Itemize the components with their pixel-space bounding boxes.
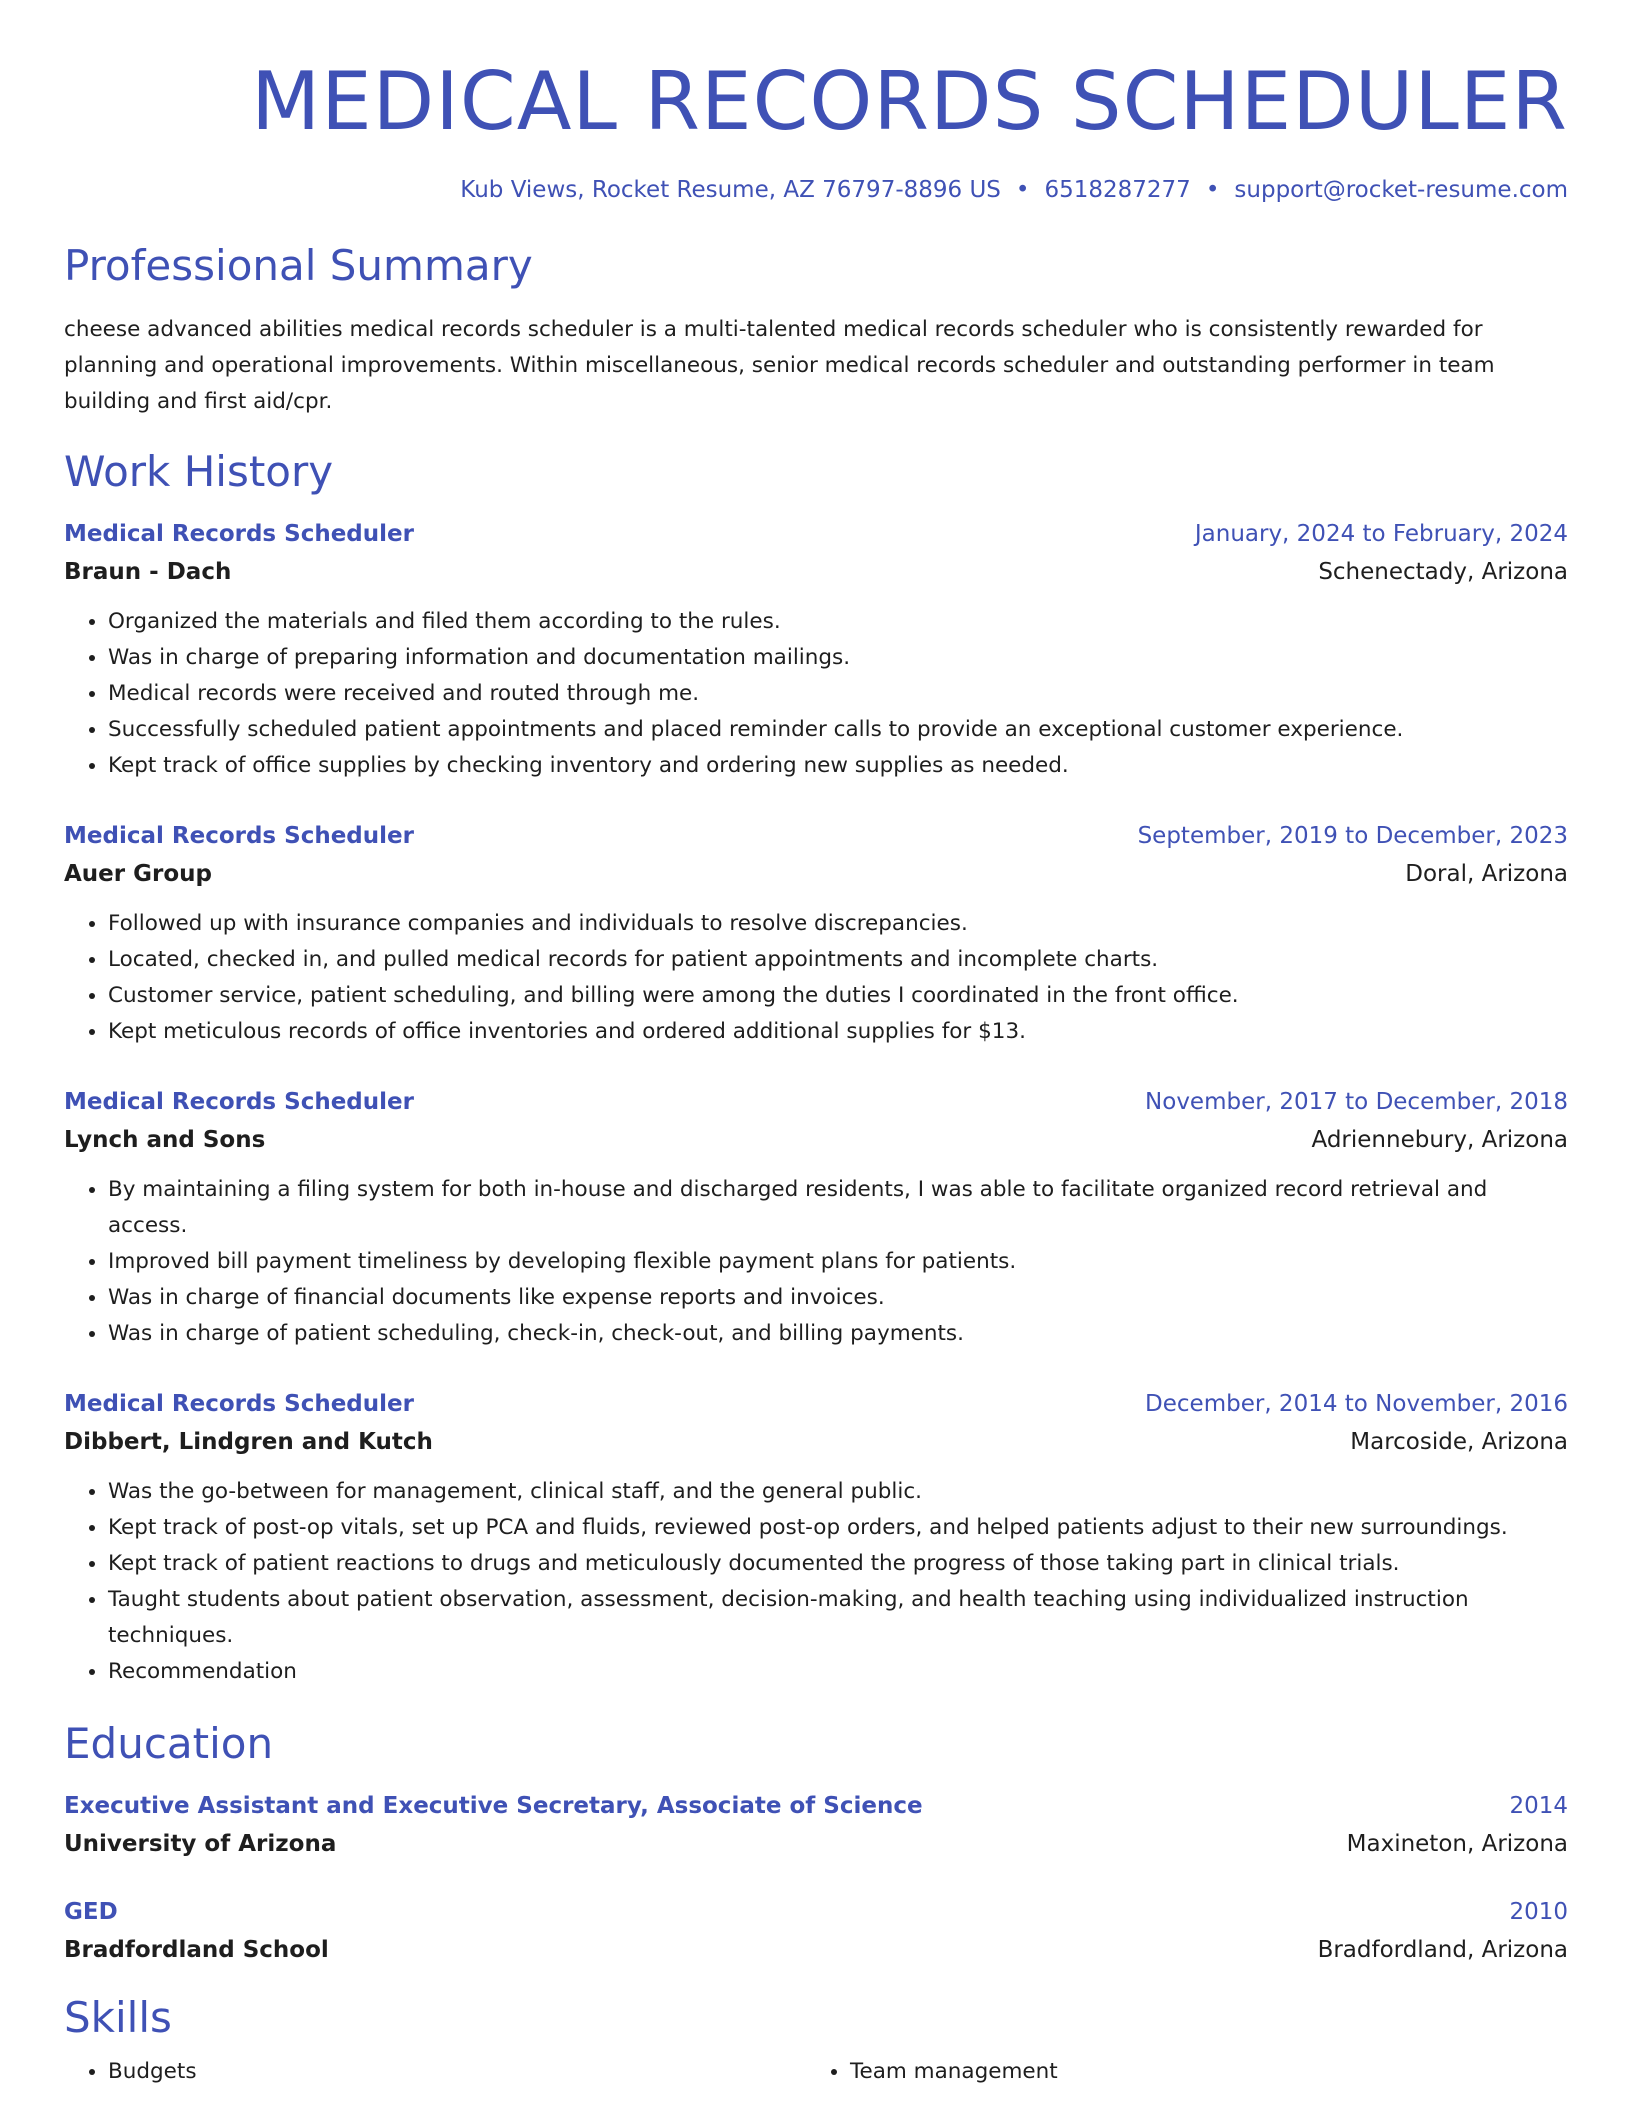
job-company-row xyxy=(64,854,1568,894)
contact-address: Kub Views, Rocket Resume, AZ 76797-8896 US xyxy=(460,177,1001,203)
job-role: Medical Records Scheduler xyxy=(64,1391,414,1417)
job-title-row xyxy=(64,1386,1568,1422)
summary-text: cheese advanced abilities medical records scheduler is a multi-talented medical records scheduler who is consistently rewarded for planning and operational improvements. Within miscellaneous, senior medical records scheduler and outstanding performer in team building and first aid/cpr. xyxy=(64,317,1495,414)
job-company: Auer Group xyxy=(64,861,212,887)
contact-email[interactable]: support@rocket-resume.com xyxy=(1234,177,1568,203)
job-bullet: • Kept track of patient reactions to drugs and meticulously documented the progress of those taking part in clinical trials. xyxy=(108,1546,1568,1582)
job-bullets xyxy=(64,1474,1568,1690)
skills-column-left xyxy=(64,2054,806,2090)
job-company-row xyxy=(64,1422,1568,1462)
job-bullet: • Was the go-between for management, clinical staff, and the general public. xyxy=(108,1474,1568,1510)
skills-column-right xyxy=(806,2054,1548,2090)
work-history-heading: Work History xyxy=(64,447,334,496)
job-entry xyxy=(64,818,1568,1050)
education-school-row xyxy=(64,1930,1568,1970)
education-location: Maxineton, Arizona xyxy=(1346,1831,1568,1857)
education-entry xyxy=(64,1894,1568,1970)
job-bullets xyxy=(64,1172,1568,1352)
job-company: Lynch and Sons xyxy=(64,1127,266,1153)
job-bullet: • Improved bill payment timeliness by developing flexible payment plans for patients. xyxy=(108,1244,1568,1280)
job-company: Braun - Dach xyxy=(64,559,232,585)
job-bullet: • Recommendation xyxy=(108,1654,1568,1690)
job-company-row xyxy=(64,552,1568,592)
education-degree-row xyxy=(64,1788,1568,1824)
job-location: Adriennebury, Arizona xyxy=(1311,1127,1568,1153)
job-dates: January, 2024 to February, 2024 xyxy=(1194,521,1568,547)
education-degree-row xyxy=(64,1894,1568,1930)
job-location: Marcoside, Arizona xyxy=(1350,1429,1568,1455)
job-dates: December, 2014 to November, 2016 xyxy=(1145,1391,1568,1417)
job-bullet: • Medical records were received and routed through me. xyxy=(108,676,1568,712)
job-dates: November, 2017 to December, 2018 xyxy=(1145,1089,1568,1115)
job-entry xyxy=(64,1084,1568,1352)
contact-separator: • xyxy=(1205,177,1220,203)
job-bullets xyxy=(64,906,1568,1050)
job-role: Medical Records Scheduler xyxy=(64,1089,414,1115)
job-bullet: • Kept track of office supplies by checking inventory and ordering new supplies as needed. xyxy=(108,748,1568,784)
education-school: University of Arizona xyxy=(64,1831,337,1857)
job-bullet: • Customer service, patient scheduling, and billing were among the duties I coordinated in the front office. xyxy=(108,978,1568,1014)
job-bullet: • Successfully scheduled patient appointments and placed reminder calls to provide an exceptional customer experience. xyxy=(108,712,1568,748)
education-degree: Executive Assistant and Executive Secretary, Associate of Science xyxy=(64,1793,923,1819)
job-role: Medical Records Scheduler xyxy=(64,823,414,849)
education-heading: Education xyxy=(64,1719,274,1768)
job-bullet: • Followed up with insurance companies and individuals to resolve discrepancies. xyxy=(108,906,1568,942)
education-school: Bradfordland School xyxy=(64,1937,329,1963)
job-company: Dibbert, Lindgren and Kutch xyxy=(64,1429,433,1455)
education-year: 2014 xyxy=(1509,1793,1568,1819)
education-entry xyxy=(64,1788,1568,1864)
summary-heading: Professional Summary xyxy=(64,241,533,290)
contact-phone: 6518287277 xyxy=(1044,177,1191,203)
education-location: Bradfordland, Arizona xyxy=(1317,1937,1568,1963)
job-location: Schenectady, Arizona xyxy=(1318,559,1568,585)
job-bullet: • Was in charge of financial documents like expense reports and invoices. xyxy=(108,1280,1568,1316)
job-company-row xyxy=(64,1120,1568,1160)
job-entry xyxy=(64,1386,1568,1690)
resume-header xyxy=(64,0,1568,206)
skill-item: • Team management xyxy=(850,2054,1548,2090)
job-bullet: • By maintaining a filing system for both in-house and discharged residents, I was able to facilitate organized record retrieval and access. xyxy=(108,1172,1568,1244)
candidate-name: MEDICAL RECORDS SCHEDULER xyxy=(251,55,1568,148)
job-location: Doral, Arizona xyxy=(1405,861,1568,887)
skill-item: • Budgets xyxy=(108,2054,806,2090)
education-year: 2010 xyxy=(1509,1899,1568,1925)
job-title-row xyxy=(64,818,1568,854)
job-bullet: • Kept meticulous records of office inventories and ordered additional supplies for $13. xyxy=(108,1014,1568,1050)
education-degree: GED xyxy=(64,1899,118,1925)
job-bullet: • Was in charge of preparing information and documentation mailings. xyxy=(108,640,1568,676)
job-title-row xyxy=(64,516,1568,552)
job-entry xyxy=(64,516,1568,784)
job-bullet: • Located, checked in, and pulled medical records for patient appointments and incomplete charts. xyxy=(108,942,1568,978)
job-bullet: • Was in charge of patient scheduling, check-in, check-out, and billing payments. xyxy=(108,1316,1568,1352)
job-bullets xyxy=(64,604,1568,784)
job-dates: September, 2019 to December, 2023 xyxy=(1137,823,1568,849)
skills-list xyxy=(64,2054,1568,2090)
education-school-row xyxy=(64,1824,1568,1864)
job-bullet: • Kept track of post-op vitals, set up PCA and fluids, reviewed post-op orders, and helped patients adjust to their new surroundings. xyxy=(108,1510,1568,1546)
skills-heading: Skills xyxy=(64,1993,172,2042)
contact-line xyxy=(64,174,1568,206)
contact-separator: • xyxy=(1015,177,1030,203)
job-title-row xyxy=(64,1084,1568,1120)
job-bullet: • Organized the materials and filed them according to the rules. xyxy=(108,604,1568,640)
job-role: Medical Records Scheduler xyxy=(64,521,414,547)
job-bullet: • Taught students about patient observation, assessment, decision-making, and health teaching using individualized instruction techniques. xyxy=(108,1582,1568,1654)
